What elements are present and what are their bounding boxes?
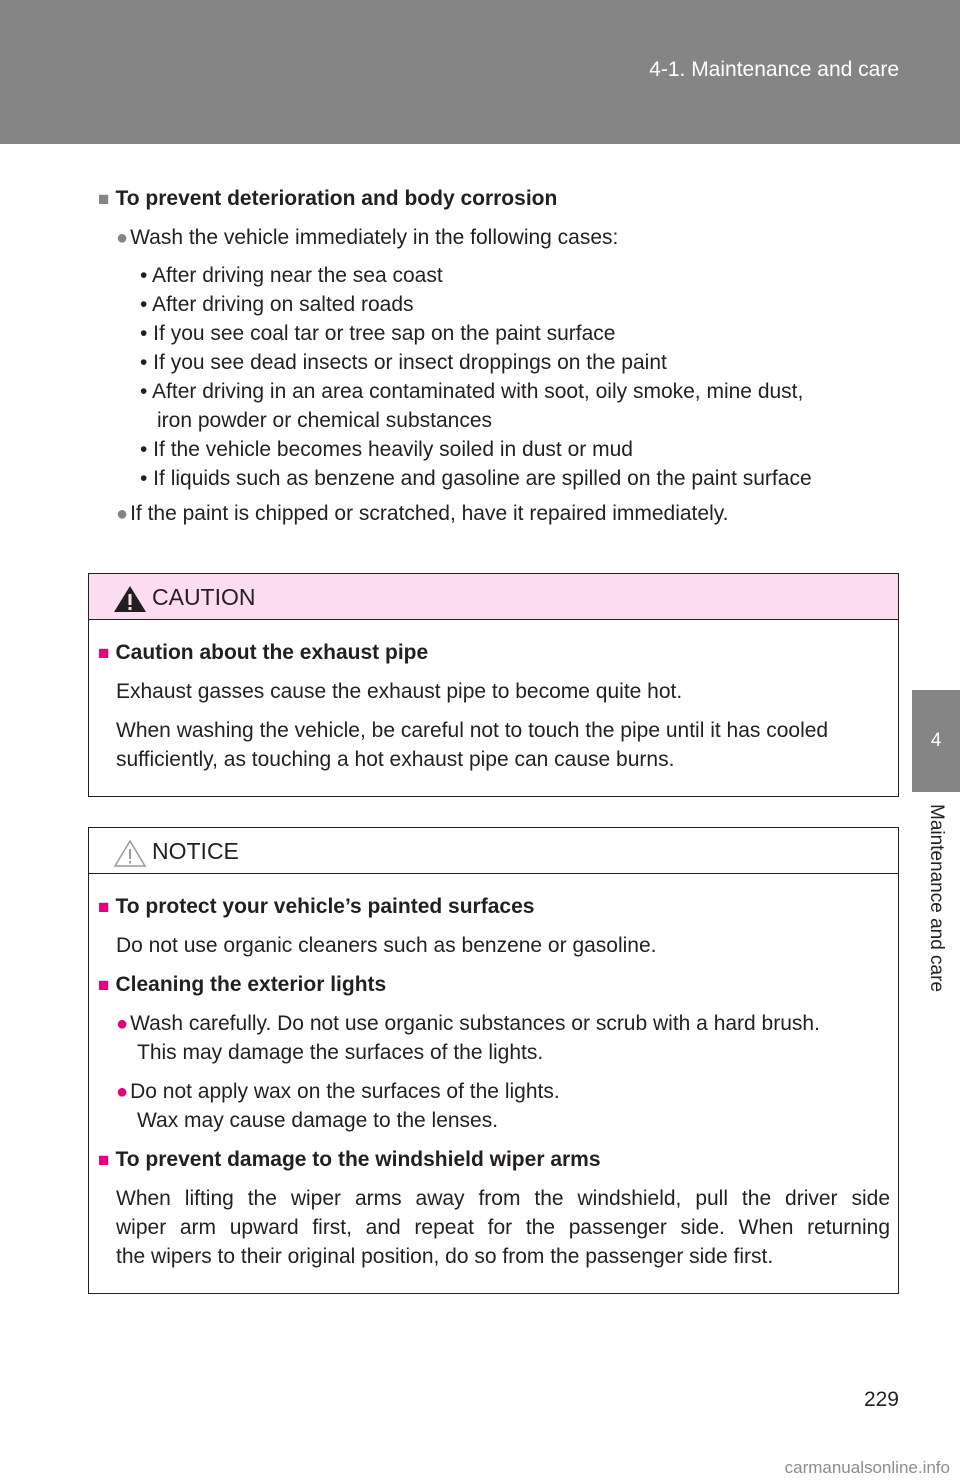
square-icon: ■ <box>98 1150 110 1171</box>
square-icon: ■ <box>98 897 110 918</box>
caution-text: When washing the vehicle, be careful not to touch the pipe until it has cooled <box>116 719 829 742</box>
notice-box <box>88 827 899 1294</box>
list-item: • After driving in an area contaminated with soot, oily smoke, mine dust, <box>140 380 804 403</box>
square-icon: ■ <box>98 643 110 664</box>
notice-text: wiper arm upward first, and repeat for the passenger side. When returning <box>116 1216 890 1239</box>
chapter-tab-number: 4 <box>912 690 960 792</box>
notice-bullet-text: Do not apply wax on the surfaces of the lights. <box>130 1080 560 1103</box>
bullet-paint-text: If the paint is chipped or scratched, have it repaired immediately. <box>130 502 729 525</box>
notice-text: This may damage the surfaces of the lights. <box>137 1041 544 1064</box>
notice-heading-wiper <box>98 1145 601 1175</box>
list-item: • If you see coal tar or tree sap on the paint surface <box>140 322 616 345</box>
warning-filled-icon <box>113 585 147 613</box>
caution-heading-text: Caution about the exhaust pipe <box>115 641 429 664</box>
notice-heading-text: To protect your vehicle’s painted surfaces <box>115 895 535 918</box>
notice-bullet <box>116 1077 560 1107</box>
bullet-paint <box>116 499 729 529</box>
list-item: iron powder or chemical substances <box>157 409 492 432</box>
watermark: carmanualsonline.info <box>784 1458 950 1477</box>
bullet-wash-text: Wash the vehicle immediately in the following cases: <box>130 226 619 249</box>
notice-header <box>89 828 898 874</box>
list-item: • If you see dead insects or insect droppings on the paint <box>140 351 667 374</box>
caution-heading <box>98 638 428 668</box>
caution-header <box>89 574 898 620</box>
square-icon: ■ <box>98 975 110 996</box>
notice-text: When lifting the wiper arms away from the windshield, pull the driver side <box>116 1187 890 1210</box>
notice-text: Wax may cause damage to the lenses. <box>137 1109 499 1132</box>
list-item: • If liquids such as benzene and gasoline are spilled on the paint surface <box>140 467 812 490</box>
list-item: • After driving on salted roads <box>140 293 414 316</box>
notice-text: Do not use organic cleaners such as benzene or gasoline. <box>116 934 657 957</box>
notice-label: NOTICE <box>152 838 239 864</box>
notice-text: the wipers to their original position, do so from the passenger side first. <box>116 1245 774 1268</box>
notice-heading-text: To prevent damage to the windshield wiper arms <box>115 1148 601 1171</box>
header-title: 4-1. Maintenance and care <box>649 58 899 81</box>
caution-text: sufficiently, as touching a hot exhaust pipe can cause burns. <box>116 748 675 771</box>
warning-outline-icon <box>113 839 147 867</box>
notice-heading-paint <box>98 892 534 922</box>
notice-bullet <box>116 1009 820 1039</box>
page-number: 229 <box>863 1388 899 1411</box>
dot-icon: ● <box>116 503 129 525</box>
dot-icon: ● <box>116 227 129 249</box>
bullet-wash <box>116 223 618 253</box>
section-title: To prevent deterioration and body corrosion <box>115 187 558 210</box>
chapter-tab-label-text: Maintenance and care <box>926 804 947 993</box>
dot-icon: ● <box>116 1013 129 1035</box>
notice-bullet-text: Wash carefully. Do not use organic substances or scrub with a hard brush. <box>130 1012 820 1035</box>
chapter-tab-label <box>912 792 960 1032</box>
section-heading <box>98 184 557 214</box>
caution-label: CAUTION <box>152 584 256 610</box>
caution-box <box>88 573 899 797</box>
dot-icon: ● <box>116 1081 129 1103</box>
caution-text: Exhaust gasses cause the exhaust pipe to become quite hot. <box>116 680 683 703</box>
list-item: • After driving near the sea coast <box>140 264 443 287</box>
notice-heading-text: Cleaning the exterior lights <box>115 973 387 996</box>
list-item: • If the vehicle becomes heavily soiled in dust or mud <box>140 438 633 461</box>
notice-heading-lights <box>98 970 386 1000</box>
square-icon: ■ <box>98 189 110 210</box>
page-header <box>0 0 960 144</box>
